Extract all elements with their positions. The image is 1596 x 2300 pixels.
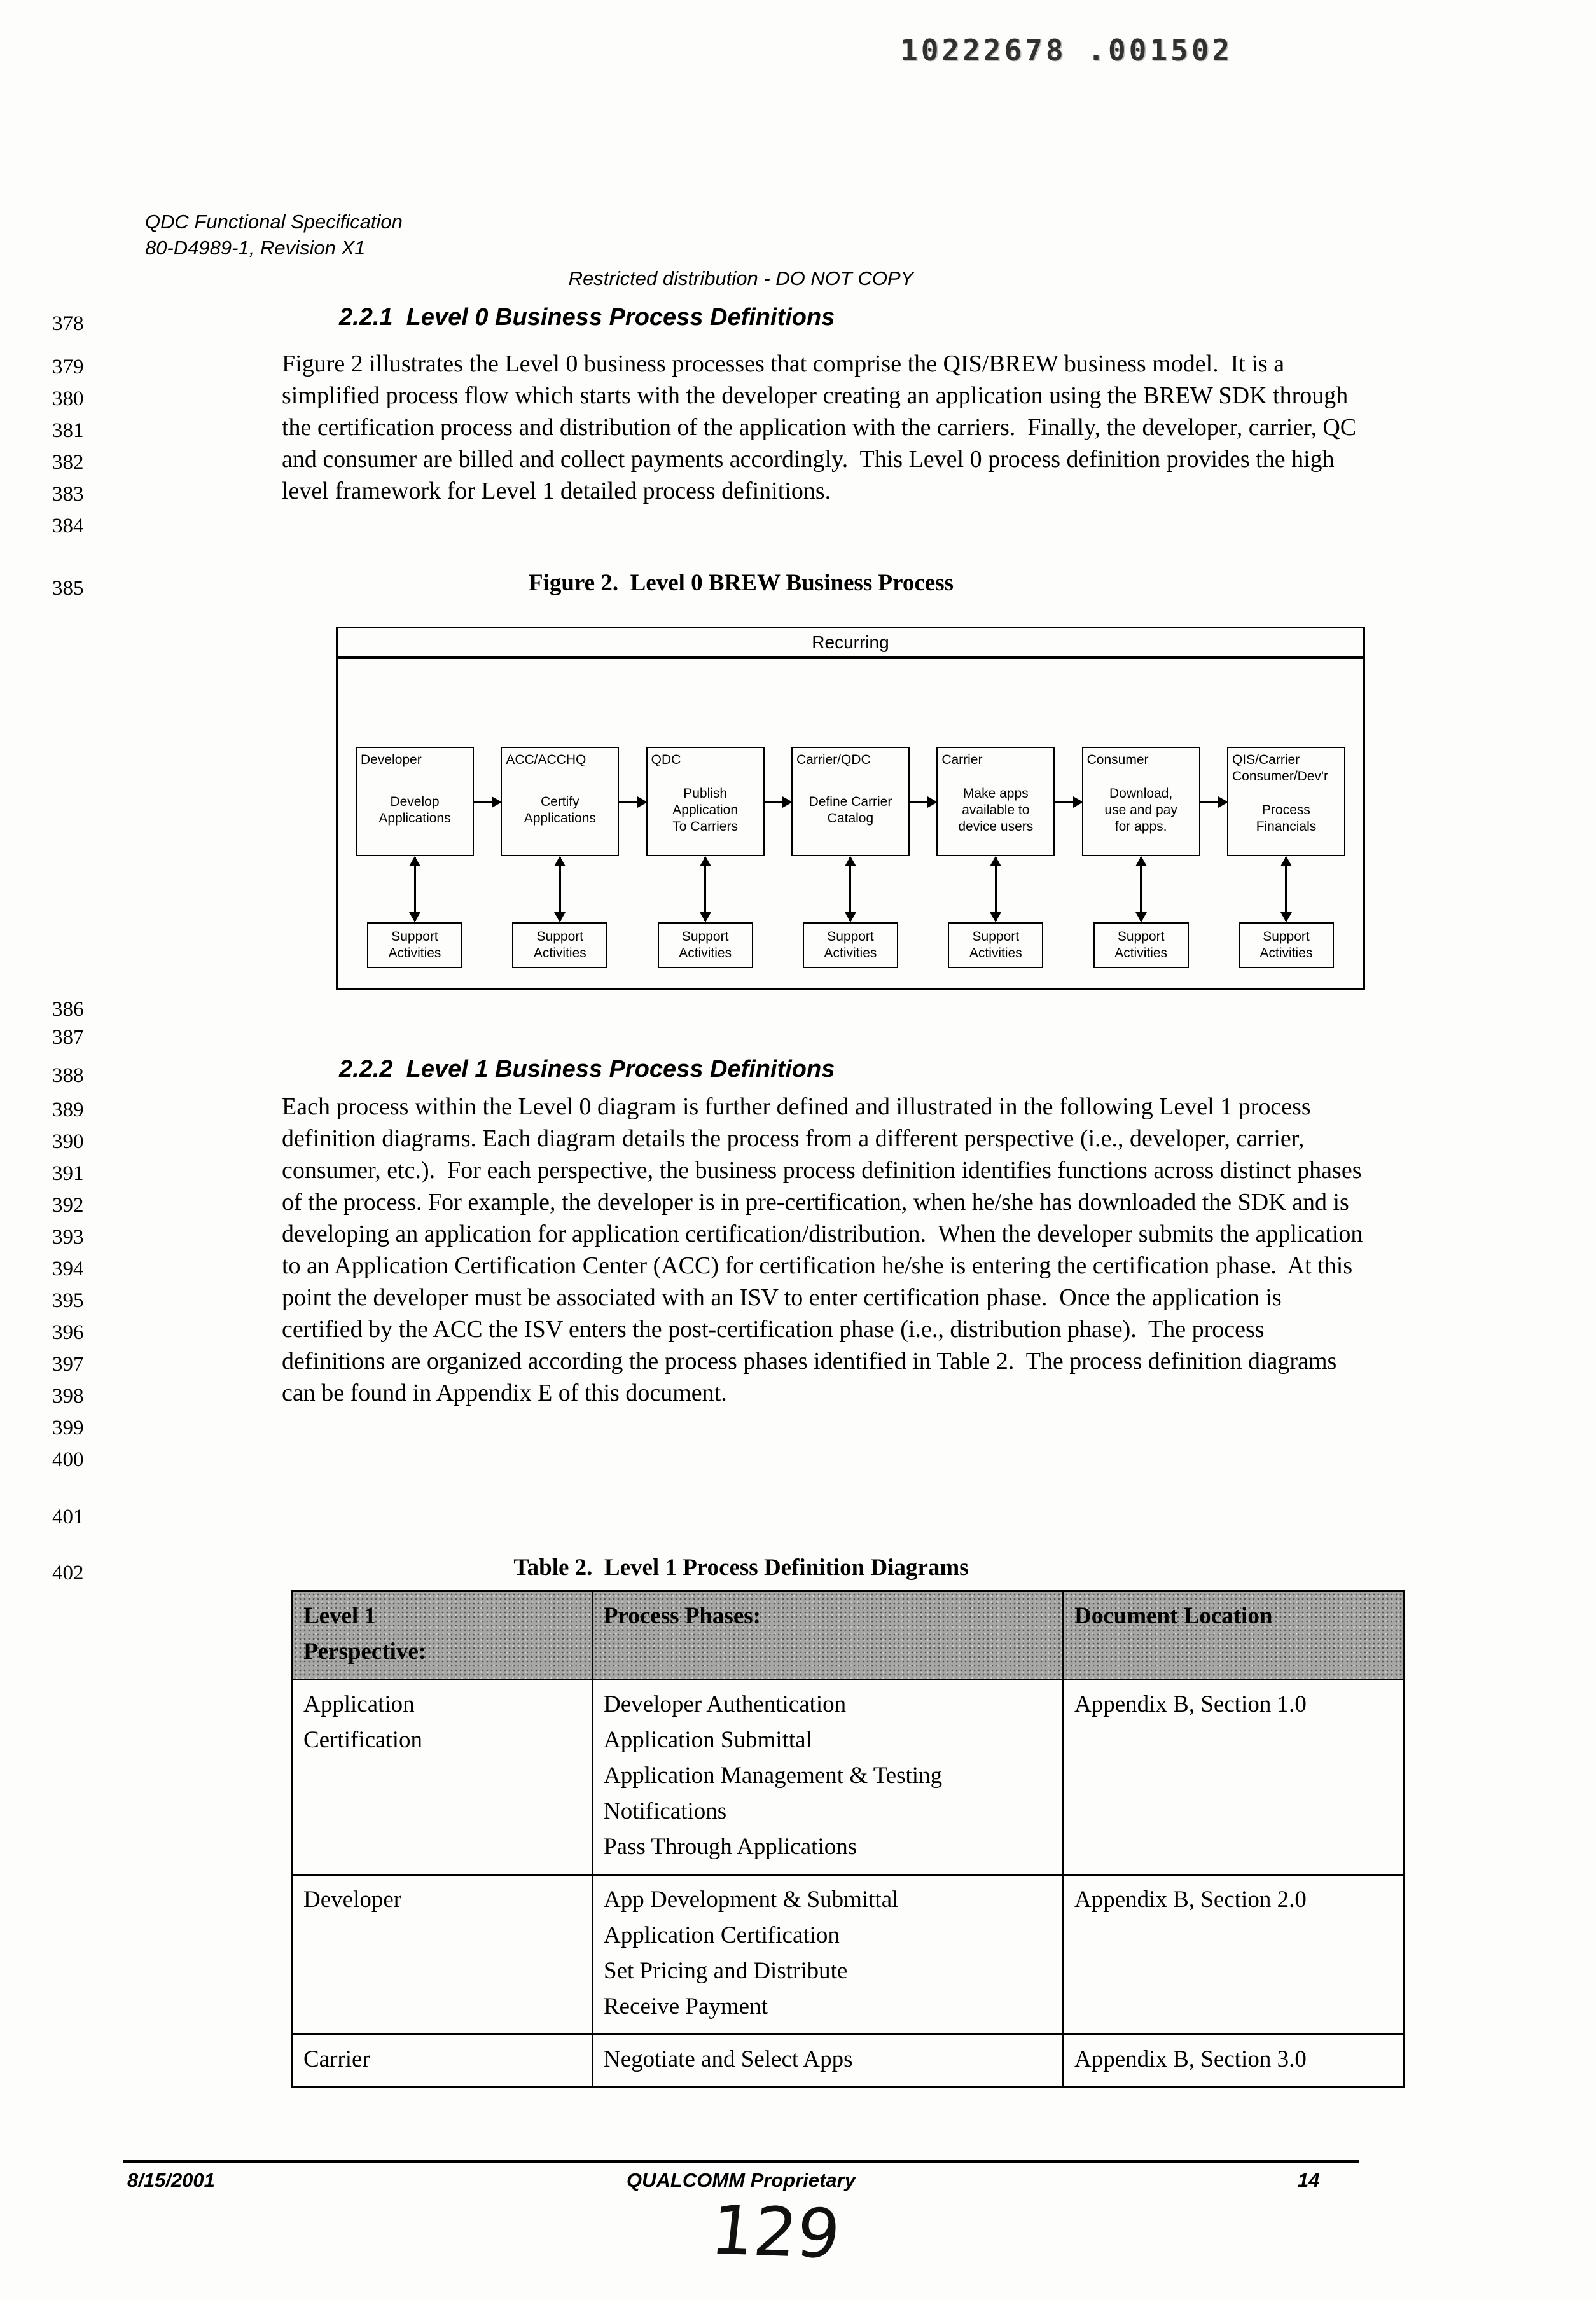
process-description: Process Financials xyxy=(1256,803,1317,834)
cell-phases: Developer Authentication Application Submittal Application Management & Testing Notifications Pass Through Applications xyxy=(593,1680,1064,1875)
support-activities-box: Support Activities xyxy=(948,922,1043,968)
line-number-group xyxy=(52,1501,109,1533)
cell-perspective: Carrier xyxy=(293,2035,593,2088)
process-description: Make apps available to device users xyxy=(958,786,1034,834)
line-number: 383 xyxy=(52,483,84,506)
restriction-notice: Restricted distribution - DO NOT COPY xyxy=(568,267,914,289)
process-title: Consumer xyxy=(1086,752,1149,767)
process-box xyxy=(356,747,474,856)
process-description: Certify Applications xyxy=(524,794,596,826)
line-number: 384 xyxy=(52,515,84,537)
double-arrow-vertical-icon xyxy=(704,857,706,921)
double-arrow-vertical-icon xyxy=(414,857,416,921)
line-number: 390 xyxy=(52,1130,84,1153)
line-number-group xyxy=(52,995,109,1051)
process-description: Publish Application To Carriers xyxy=(672,786,739,834)
process-title: Carrier/QDC xyxy=(796,752,871,767)
process-title: QDC xyxy=(651,752,681,767)
process-box xyxy=(1082,747,1200,856)
process-box xyxy=(1227,747,1345,856)
table-header-row xyxy=(293,1591,1405,1680)
process-box xyxy=(501,747,619,856)
footer-rule xyxy=(123,2160,1359,2163)
line-number-group xyxy=(52,1060,109,1091)
table-2-caption: Table 2. Level 1 Process Definition Diagrams xyxy=(513,1555,969,1581)
cell-phases: Negotiate and Select Apps xyxy=(593,2035,1064,2088)
line-number: 398 xyxy=(52,1385,84,1408)
line-number: 379 xyxy=(52,356,84,378)
line-number: 388 xyxy=(52,1064,84,1087)
cell-perspective: Application Certification xyxy=(293,1680,593,1875)
process-column-carrier xyxy=(936,747,1055,968)
process-box xyxy=(791,747,910,856)
line-number: 394 xyxy=(52,1257,84,1280)
process-title: QIS/Carrier Consumer/Dev'r xyxy=(1232,752,1329,784)
cell-phases: App Development & Submittal Application Certification Set Pricing and Distribute Receive Payment xyxy=(593,1875,1064,2035)
double-arrow-vertical-icon xyxy=(849,857,851,921)
line-number-group xyxy=(52,1557,109,1589)
line-number-group xyxy=(52,351,109,542)
process-column-acc xyxy=(501,747,619,968)
line-number: 387 xyxy=(52,1026,84,1049)
level1-process-definition-table xyxy=(291,1590,1405,2088)
process-description: Develop Applications xyxy=(378,794,451,826)
flow-arrow-right-icon xyxy=(1055,801,1081,803)
line-number-group xyxy=(52,308,109,340)
column-header-phases: Process Phases: xyxy=(593,1591,1064,1680)
process-description: Download, use and pay for apps. xyxy=(1104,786,1177,834)
process-column-carrier-qdc xyxy=(791,747,910,968)
line-number: 401 xyxy=(52,1506,84,1528)
support-activities-box: Support Activities xyxy=(367,922,462,968)
handwritten-page-number: 129 xyxy=(707,2191,844,2274)
line-number: 391 xyxy=(52,1162,84,1185)
section-2-2-1-paragraph: Figure 2 illustrates the Level 0 business processes that comprise the QIS/BREW business model. It is a simplified process flow which starts with the developer creating an application using the BREW SDK through the certification process and distribution of the application with the carriers. Finally, the developer, carrier, QC and consumer are billed and collect payments accordingly. This Level 0 process definition provides the high level framework for Level 1 detailed process definitions. xyxy=(282,350,1363,504)
double-arrow-vertical-icon xyxy=(1285,857,1287,921)
recurring-band: Recurring xyxy=(336,627,1365,658)
line-number: 392 xyxy=(52,1194,84,1217)
process-column-qdc xyxy=(646,747,765,968)
cell-location: Appendix B, Section 1.0 xyxy=(1064,1680,1405,1875)
footer-date: 8/15/2001 xyxy=(127,2169,215,2191)
line-number: 380 xyxy=(52,387,84,410)
process-title: Developer xyxy=(361,752,422,767)
line-number: 397 xyxy=(52,1353,84,1376)
process-column-consumer xyxy=(1082,747,1200,968)
line-number: 396 xyxy=(52,1321,84,1344)
support-activities-box: Support Activities xyxy=(658,922,753,968)
line-number: 382 xyxy=(52,451,84,474)
line-number-group xyxy=(52,1094,109,1476)
process-column-qis-carrier xyxy=(1227,747,1345,968)
flow-arrow-right-icon xyxy=(1200,801,1227,803)
section-heading-2-2-2: 2.2.2 Level 1 Business Process Definitions xyxy=(339,1056,835,1083)
process-description: Define Carrier Catalog xyxy=(808,794,892,826)
line-number: 378 xyxy=(52,312,84,335)
column-header-location: Document Location xyxy=(1064,1591,1405,1680)
section-2-2-2-paragraph: Each process within the Level 0 diagram is further defined and illustrated in the following Level 1 process definition diagrams. Each diagram details the process from a different perspective (i.e., developer, carrier, consumer, etc.). For each perspective, the business process definition identifies functions across distinct phases of the process. For example, the developer is in pre-certification, when he/she has downloaded the SDK and is developing an application for application certification/distribution. When the developer submits the application to an Application Certification Center (ACC) for certification he/she is entering the certification phase. At this point the developer must be associated with an ISV to enter certification phase. Once the application is certified by the ACC the ISV enters the post-certification phase (i.e., distribution phase). The process definitions are organized according the process phases identified in Table 2. The process definition diagrams can be found in Appendix E of this document. xyxy=(282,1093,1369,1406)
double-arrow-vertical-icon xyxy=(1140,857,1142,921)
figure-2-diagram xyxy=(336,657,1365,990)
line-number: 385 xyxy=(52,577,84,600)
cell-perspective: Developer xyxy=(293,1875,593,2035)
flow-arrow-right-icon xyxy=(474,801,501,803)
section-heading-2-2-1: 2.2.1 Level 0 Business Process Definitions xyxy=(339,304,835,331)
doc-revision: 80-D4989-1, Revision X1 xyxy=(145,237,366,259)
patent-serial-stamp: 10222678 .001502 xyxy=(900,33,1233,67)
cell-location: Appendix B, Section 3.0 xyxy=(1064,2035,1405,2088)
doc-title: QDC Functional Specification xyxy=(145,211,403,233)
cell-location: Appendix B, Section 2.0 xyxy=(1064,1875,1405,2035)
line-number: 386 xyxy=(52,998,84,1021)
footer-proprietary-notice: QUALCOMM Proprietary xyxy=(627,2169,856,2191)
process-box xyxy=(936,747,1055,856)
process-title: Carrier xyxy=(941,752,983,767)
document-header xyxy=(145,209,403,261)
process-box xyxy=(646,747,765,856)
support-activities-box: Support Activities xyxy=(1239,922,1334,968)
line-number: 389 xyxy=(52,1098,84,1121)
support-activities-box: Support Activities xyxy=(803,922,898,968)
double-arrow-vertical-icon xyxy=(995,857,997,921)
table-row xyxy=(293,1680,1405,1875)
flow-arrow-right-icon xyxy=(765,801,791,803)
line-number-group xyxy=(52,572,109,604)
support-activities-box: Support Activities xyxy=(512,922,607,968)
footer-page-number: 14 xyxy=(1298,2169,1320,2191)
line-number: 395 xyxy=(52,1289,84,1312)
process-column-developer xyxy=(356,747,474,968)
line-number: 393 xyxy=(52,1226,84,1249)
process-title: ACC/ACCHQ xyxy=(506,752,586,767)
line-number: 381 xyxy=(52,419,84,442)
table-row xyxy=(293,1875,1405,2035)
figure-2-caption: Figure 2. Level 0 BREW Business Process xyxy=(528,570,954,596)
flow-arrow-right-icon xyxy=(910,801,936,803)
double-arrow-vertical-icon xyxy=(559,857,561,921)
support-activities-box: Support Activities xyxy=(1093,922,1189,968)
column-header-perspective: Level 1 Perspective: xyxy=(293,1591,593,1680)
flow-arrow-right-icon xyxy=(619,801,646,803)
table-row xyxy=(293,2035,1405,2088)
line-number: 402 xyxy=(52,1562,84,1584)
line-number: 400 xyxy=(52,1448,84,1471)
line-number: 399 xyxy=(52,1417,84,1439)
